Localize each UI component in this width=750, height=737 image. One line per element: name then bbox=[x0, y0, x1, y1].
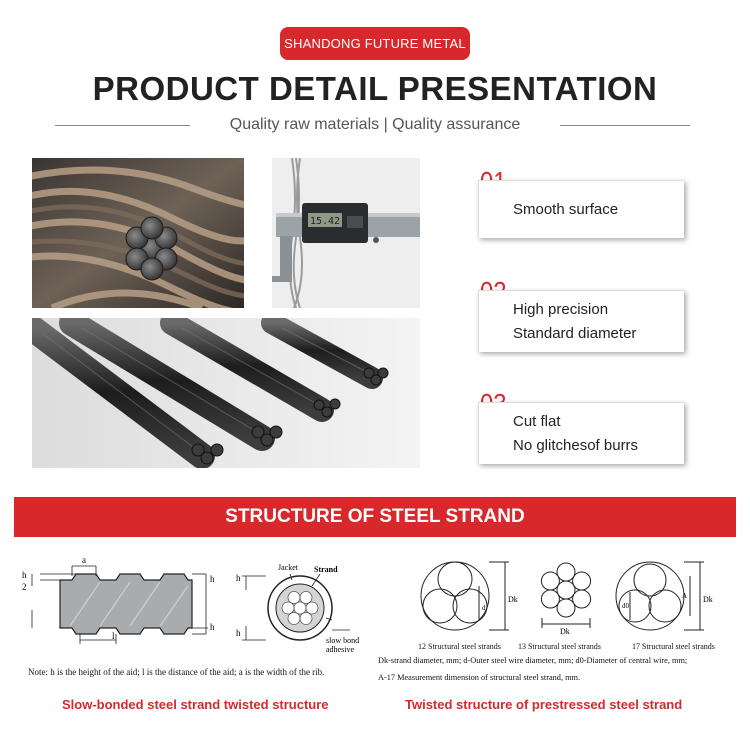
feature-text: Cut flat bbox=[513, 412, 561, 430]
brand-badge: SHANDONG FUTURE METAL bbox=[280, 27, 470, 60]
photo-caliper-measurement bbox=[272, 158, 420, 308]
photo-strand-bundle bbox=[32, 318, 420, 468]
strand-label-12: 12 Structural steel strands bbox=[418, 642, 501, 651]
label-dk-12: Dk bbox=[508, 595, 518, 604]
label-adhesive: adhesive bbox=[326, 645, 354, 654]
page-subtitle: Quality raw materials | Quality assurance bbox=[229, 116, 521, 133]
label-a: a bbox=[82, 555, 86, 565]
divider-right bbox=[560, 125, 690, 126]
label-a-17: A bbox=[682, 592, 688, 600]
feature-card-3 bbox=[478, 402, 684, 464]
left-diagram-note: Note: h is the height of the aid; l is the distance of the aid; a is the width of the rib. bbox=[28, 667, 325, 677]
feature-text: High precision bbox=[513, 300, 609, 318]
label-h-half: h bbox=[22, 570, 27, 580]
label-2: 2 bbox=[22, 582, 27, 592]
label-dk-13: Dk bbox=[560, 627, 570, 636]
label-d0-17: d0 bbox=[622, 602, 629, 610]
label-h-bottom: h bbox=[210, 622, 215, 632]
feature-text: No glitchesof burrs bbox=[513, 436, 639, 454]
feature-text: Smooth surface bbox=[513, 200, 619, 218]
label-dk-17: Dk bbox=[703, 595, 713, 604]
divider-left bbox=[55, 125, 190, 126]
label-slow-bond: slow bond bbox=[326, 636, 360, 645]
diagram-slow-bonded bbox=[20, 550, 370, 660]
caption-slow-bonded: Slow-bonded steel strand twisted structure bbox=[62, 697, 329, 712]
caption-prestressed: Twisted structure of prestressed steel strand bbox=[405, 697, 683, 712]
feature-card-2 bbox=[478, 290, 684, 352]
label-jacket: Jacket bbox=[278, 563, 298, 572]
photo-strand-cross-section bbox=[32, 158, 244, 308]
label-h-top: h bbox=[210, 574, 215, 584]
structure-banner: STRUCTURE OF STEEL STRAND bbox=[14, 497, 736, 537]
measurement-note: A-17 Measurement dimension of structural steel strand, mm. bbox=[378, 673, 581, 682]
strand-label-13: 13 Structural steel strands bbox=[518, 642, 601, 651]
dimension-legend: Dk-strand diameter, mm; d-Outer steel wire diameter, mm; d0-Diameter of central wire, mm; bbox=[378, 656, 688, 665]
feature-card-1 bbox=[478, 180, 684, 238]
caliper-reading: 15.42 bbox=[309, 216, 341, 227]
label-d-12: d bbox=[482, 604, 486, 612]
feature-text: Standard diameter bbox=[513, 324, 637, 342]
diagram-prestressed bbox=[410, 550, 740, 650]
label-h-section-bottom: h bbox=[236, 628, 241, 638]
label-strand: Strand bbox=[314, 565, 338, 574]
page-title: PRODUCT DETAIL PRESENTATION bbox=[92, 70, 658, 107]
strand-label-17: 17 Structural steel strands bbox=[632, 642, 715, 651]
label-l: l bbox=[112, 631, 115, 641]
label-h-section-top: h bbox=[236, 573, 241, 583]
